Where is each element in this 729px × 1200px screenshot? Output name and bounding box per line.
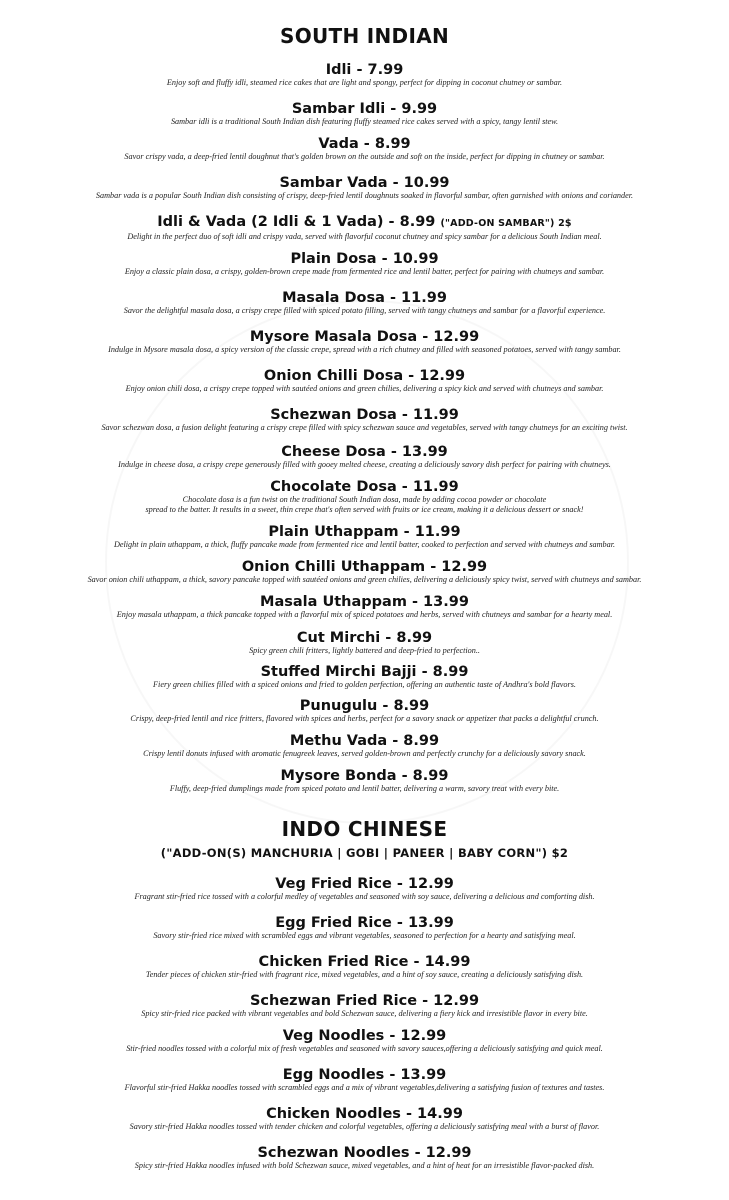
item-description: Indulge in cheese dosa, a crispy crepe generously filled with gooey melted cheese, creating a deliciously savory dish perfect for pairing with chutneys. [118,460,611,469]
item-name: Masala Uthappam - 13.99 [260,594,469,610]
item-name: Schezwan Fried Rice - 12.99 [249,993,480,1009]
menu-item [0,876,729,902]
item-description: Fiery green chilies filled with a spiced onions and fried to golden perfection, offering an authentic taste of Andhra's bold flavors. [153,680,576,689]
item-description: Enjoy masala uthappam, a thick pancake topped with a flavorful mix of spiced potatoes and herbs, served with chutneys and sambar for a hearty meal. [116,610,613,619]
item-description: Savor onion chili uthappam, a thick, savory pancake topped with sautéed onions and green chilies, delivering a deliciously spicy twist, served with chutneys and sambar. [87,575,642,584]
item-name: Stuffed Mirchi Bajji - 8.99 [260,664,469,680]
item-name: Mysore Masala Dosa - 12.99 [249,329,480,345]
item-name: Chocolate Dosa - 11.99 [270,479,459,495]
menu-item [0,1145,729,1171]
item-name: Egg Fried Rice - 13.99 [275,915,454,931]
menu-item [0,698,729,724]
menu-item [0,733,729,759]
item-description: Spicy green chili fritters, lightly battered and deep-fried to perfection.. [249,646,480,655]
menu-item [0,175,729,201]
menu-item [0,630,729,656]
item-name: Chicken Noodles - 14.99 [266,1106,463,1122]
item-description: Crispy lentil donuts infused with aromatic fenugreek leaves, served golden-brown and perfectly crunchy for a deliciously savory snack. [143,749,586,758]
menu-item [0,101,729,127]
menu-item [0,954,729,980]
item-name: Sambar Vada - 10.99 [279,175,450,191]
item-name: Idli - 7.99 [325,62,404,78]
menu-item [0,993,729,1019]
item-description: Delight in plain uthappam, a thick, fluffy pancake made from fermented rice and lentil batter, cooked to perfection and served with chutneys and sambar. [113,540,616,549]
item-name: Veg Fried Rice - 12.99 [275,876,454,892]
menu-item [0,524,729,550]
item-description: Tender pieces of chicken stir-fried with fragrant rice, mixed vegetables, and a hint of soy sauce, creating a deliciously satisfying dish. [145,970,584,979]
item-description: Delight in the perfect duo of soft idli and crispy vada, served with flavorful coconut chutney and spicy sambar for a delicious South Indian meal. [127,232,602,241]
item-description: Savor the delightful masala dosa, a crispy crepe filled with spiced potato filling, served with tangy chutneys and sambar for a flavorful experience. [123,306,606,315]
menu-item [0,1106,729,1132]
item-description: Indulge in Mysore masala dosa, a spicy version of the classic crepe, spread with a rich chutney and filled with seasoned potatoes, served with tangy sambar. [108,345,621,354]
item-name: Punugulu - 8.99 [299,698,430,714]
item-name: Cheese Dosa - 13.99 [281,444,448,460]
item-description: Flavorful stir-fried Hakka noodles tossed with scrambled eggs and a mix of vibrant vegetables,delivering a satisfying fusion of textures and tastes. [124,1083,605,1092]
item-description: Savor schezwan dosa, a fusion delight featuring a crispy crepe filled with spicy schezwan sauce and vegetables, served with tangy chutneys for an exciting twist. [101,423,628,432]
item-description: Savory stir-fried Hakka noodles tossed with tender chicken and colorful vegetables, offering a deliciously satisfying meal with a burst of flavor. [129,1122,600,1131]
item-addon-note: ("ADD-ON SAMBAR") 2$ [440,218,572,229]
menu-item [0,62,729,88]
section-title: SOUTH INDIAN [279,24,450,48]
menu-item [0,1028,729,1054]
item-name: Chicken Fried Rice - 14.99 [258,954,471,970]
item-description: Fluffy, deep-fried dumplings made from spiced potato and lentil batter, delivering a warm, savory treat with every bite. [169,784,560,793]
item-name: Onion Chilli Uthappam - 12.99 [241,559,488,575]
item-description: Sambar vada is a popular South Indian dish consisting of crispy, deep-fried lentil doughnuts soaked in flavorful sambar, often garnished with onions and coriander. [95,191,634,200]
item-name [0,214,729,232]
item-description: Stir-fried noodles tossed with a colorful mix of fresh vegetables and seasoned with savory sauces,offering a deliciously satisfying and quick meal. [126,1044,603,1053]
item-name: Plain Uthappam - 11.99 [268,524,461,540]
menu-item [0,594,729,620]
menu-item [0,479,729,515]
menu-item [0,329,729,355]
item-name: Egg Noodles - 13.99 [282,1067,447,1083]
item-name: Methu Vada - 8.99 [289,733,440,749]
item-name: Mysore Bonda - 8.99 [280,768,449,784]
section-header-south-indian [0,24,729,48]
menu-item [0,559,729,585]
item-description: Fragrant stir-fried rice tossed with a colorful medley of vegetables and seasoned with soy sauce, delivering a delicious and comforting dish. [134,892,595,901]
section-addon-note: ("ADD-ON(S) MANCHURIA | GOBI | PANEER | BABY CORN") $2 [160,846,569,860]
item-name: Schezwan Noodles - 12.99 [257,1145,472,1161]
item-name: Veg Noodles - 12.99 [282,1028,447,1044]
item-title: Idli & Vada (2 Idli & 1 Vada) - 8.99 [157,214,436,230]
item-description-line-2: spread to the batter. It results in a sweet, thin crepe that's often served with fruits or ice cream, making it a delicious dessert or snack! [145,505,584,514]
item-name: Plain Dosa - 10.99 [290,251,439,267]
menu-item [0,1067,729,1093]
menu-item [0,214,729,242]
item-description: Spicy stir-fried rice packed with vibrant vegetables and bold Schezwan sauce, delivering a fiery kick and irresistible flavor in every bite. [141,1009,588,1018]
menu-item [0,136,729,162]
section-header-indo-chinese [0,817,729,860]
item-description: Spicy stir-fried Hakka noodles infused with bold Schezwan sauce, mixed vegetables, and a hint of heat for an irresistible flavor-packed dish. [134,1161,595,1170]
menu-item [0,664,729,690]
item-description: Savory stir-fried rice mixed with scrambled eggs and vibrant vegetables, seasoned to perfection for a hearty and satisfying meal. [153,931,576,940]
item-name: Schezwan Dosa - 11.99 [270,407,459,423]
item-description: Chocolate dosa is a fun twist on the traditional South Indian dosa, made by adding cocoa powder or chocolate [182,495,547,504]
item-name: Sambar Idli - 9.99 [291,101,438,117]
menu-item [0,251,729,277]
menu-item [0,444,729,470]
item-description: Savor crispy vada, a deep-fried lentil doughnut that's golden brown on the outside and soft on the inside, perfect for dipping in chutney or sambar. [124,152,605,161]
item-description: Enjoy onion chili dosa, a crispy crepe topped with sautéed onions and green chilies, delivering a spicy kick and served with chutneys and sambar. [125,384,604,393]
menu-item [0,290,729,316]
menu-item [0,915,729,941]
menu-item [0,407,729,433]
item-name: Vada - 8.99 [318,136,411,152]
item-name: Cut Mirchi - 8.99 [296,630,433,646]
item-description: Sambar idli is a traditional South Indian dish featuring fluffy steamed rice cakes served with a spicy, tangy lentil stew. [170,117,559,126]
section-title: INDO CHINESE [281,817,448,841]
item-name: Masala Dosa - 11.99 [282,290,447,306]
item-description: Enjoy a classic plain dosa, a crispy, golden-brown crepe made from fermented rice and lentil batter, perfect for pairing with chutneys and sambar. [124,267,605,276]
item-description: Crispy, deep-fried lentil and rice fritters, flavored with spices and herbs, perfect for a savory snack or appetizer that packs a delightful crunch. [130,714,599,723]
menu-item [0,368,729,394]
item-description: Enjoy soft and fluffy idli, steamed rice cakes that are light and spongy, perfect for dipping in coconut chutney or sambar. [166,78,563,87]
item-name: Onion Chilli Dosa - 12.99 [263,368,466,384]
menu-item [0,768,729,794]
